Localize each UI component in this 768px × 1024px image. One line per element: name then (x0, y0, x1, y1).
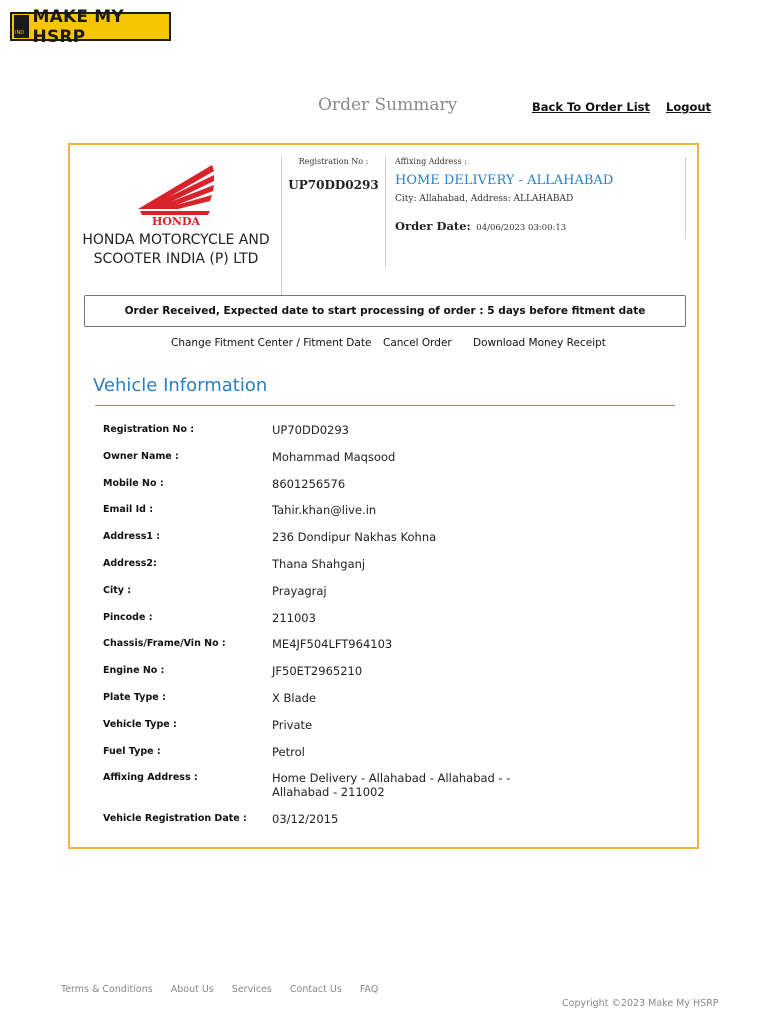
row-label: Address1 : (103, 531, 161, 543)
info-row (103, 689, 663, 716)
row-label: Vehicle Type : (103, 718, 177, 730)
row-value: ME4JF504LFT964103 (272, 637, 393, 652)
make-my-hsrp-logo[interactable] (10, 6, 171, 47)
row-value: 236 Dondipur Nakhas Kohna (272, 530, 437, 545)
affixing-address-title: HOME DELIVERY - ALLAHABAD (395, 173, 614, 188)
info-row (103, 501, 663, 528)
info-row (103, 716, 663, 743)
row-value: 8601256576 (272, 476, 346, 491)
logo-text: MAKE MY HSRP (32, 6, 124, 47)
footer-link-terms[interactable]: Terms & Conditions (61, 984, 153, 995)
change-fitment-link[interactable]: Change Fitment Center / Fitment Date (171, 337, 372, 349)
logout-link[interactable]: Logout (666, 100, 712, 114)
info-row (103, 421, 663, 448)
row-label: Affixing Address : (103, 772, 198, 784)
row-value: Thana Shahganj (272, 556, 366, 571)
ind-badge-icon: IND (14, 15, 29, 38)
cancel-order-link[interactable]: Cancel Order (383, 337, 452, 349)
svg-text:HONDA: HONDA (151, 215, 201, 227)
info-row (103, 769, 663, 810)
order-date-value: 04/06/2023 03:00:13 (476, 223, 567, 233)
row-value: Mohammad Maqsood (272, 449, 396, 464)
info-row (103, 528, 663, 555)
back-to-order-list-link[interactable]: Back To Order List (532, 100, 650, 114)
row-label: Plate Type : (103, 691, 166, 703)
info-row (103, 609, 663, 636)
brand-block (82, 163, 270, 269)
footer-link-contact[interactable]: Contact Us (289, 984, 342, 995)
row-label: Vehicle Registration Date : (103, 813, 247, 825)
column-divider (685, 157, 686, 239)
footer-link-faq[interactable]: FAQ (359, 984, 379, 995)
row-label: Pincode : (103, 611, 153, 623)
affixing-address-detail: City: Allahabad, Address: ALLAHABAD (395, 194, 574, 204)
row-value: JF50ET2965210 (272, 664, 363, 679)
row-label: Registration No : (103, 424, 195, 435)
section-title: Vehicle Information (93, 375, 268, 396)
download-receipt-link[interactable]: Download Money Receipt (473, 337, 606, 349)
affixing-address-label: Affixing Address : (395, 157, 467, 166)
affixing-column (395, 157, 613, 233)
row-label: Fuel Type : (103, 745, 161, 757)
row-label: Owner Name : (103, 450, 179, 462)
row-label: Email Id : (103, 504, 154, 516)
row-value: Prayagraj (272, 583, 327, 598)
row-label: Chassis/Frame/Vin No : (103, 638, 226, 650)
row-value: Private (272, 717, 313, 732)
order-status-banner: Order Received, Expected date to start processing of order : 5 days before fitment date (84, 295, 686, 327)
info-row (103, 662, 663, 689)
info-row (103, 475, 663, 502)
registration-column (282, 157, 385, 192)
row-value: X Blade (272, 690, 317, 705)
order-date-label: Order Date: (395, 219, 471, 233)
info-row (103, 635, 663, 662)
row-label: City : (103, 584, 132, 596)
row-value: 03/12/2015 (272, 812, 339, 827)
row-value: Petrol (272, 744, 305, 759)
row-label: Mobile No : (103, 477, 164, 489)
info-row (103, 810, 663, 837)
manufacturer-name: HONDA MOTORCYCLE AND SCOOTER INDIA (P) LTD (82, 232, 270, 267)
row-value (272, 771, 510, 799)
column-divider (385, 157, 386, 267)
footer-link-services[interactable]: Services (231, 984, 272, 995)
footer-link-about[interactable]: About Us (170, 984, 214, 995)
copyright-text: Copyright ©2023 Make My HSRP (562, 998, 719, 1009)
order-date (395, 219, 613, 233)
row-value: Tahir.khan@live.in (272, 503, 377, 518)
row-value-line: Allahabad - 211002 (272, 785, 385, 800)
row-value: UP70DD0293 (272, 423, 349, 437)
info-row (103, 555, 663, 582)
honda-wing-icon (134, 163, 218, 227)
section-divider (95, 405, 675, 406)
footer-links (61, 984, 393, 995)
registration-value: UP70DD0293 (288, 178, 379, 192)
registration-label: Registration No : (298, 157, 369, 166)
row-value: 211003 (272, 610, 316, 625)
page-title: Order Summary (318, 95, 458, 115)
order-summary-card (68, 143, 699, 849)
vehicle-info-table (103, 421, 663, 837)
row-value-line: Home Delivery - Allahabad - Allahabad - - (272, 771, 511, 786)
row-label: Address2: (103, 557, 157, 569)
info-row (103, 448, 663, 475)
row-label: Engine No : (103, 665, 165, 677)
info-row (103, 743, 663, 770)
info-row (103, 582, 663, 609)
